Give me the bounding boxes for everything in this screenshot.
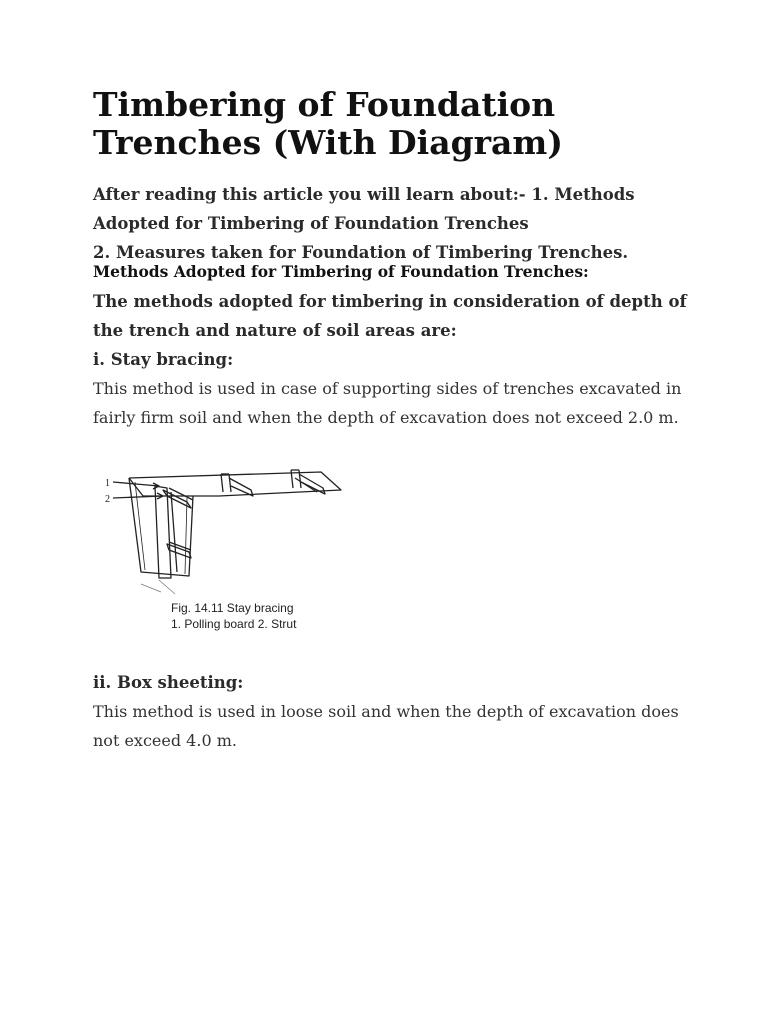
figure-legend: 1. Polling board 2. Strut <box>171 617 297 631</box>
method-title-stay-bracing: i. Stay bracing: <box>93 350 234 369</box>
page-title: Timbering of Foundation Trenches (With Diagram) <box>93 85 563 162</box>
label-1: 1 <box>105 478 110 489</box>
stay-bracing-diagram <box>101 452 371 602</box>
method-description-stay-bracing: This method is used in case of supporting sides of trenches excavated in fairly firm soil and when the depth of excavation does not exceed 2.0 m. <box>93 379 682 427</box>
stay-bracing-figure <box>101 452 371 652</box>
figure-caption: Fig. 14.11 Stay bracing <box>171 601 294 615</box>
method-title-box-sheeting: ii. Box sheeting: <box>93 673 244 692</box>
intro-text: After reading this article you will learn about:- 1. Methods Adopted for Timbering of Foundation Trenches <box>93 185 635 233</box>
box-sheeting-section <box>93 668 693 755</box>
label-2: 2 <box>105 494 110 505</box>
intro-text-continued: 2. Measures taken for Foundation of Timbering Trenches. <box>93 243 629 262</box>
section-intro: The methods adopted for timbering in consideration of depth of the trench and nature of soil areas are: <box>93 292 687 340</box>
section-heading: Methods Adopted for Timbering of Foundation Trenches: <box>93 262 589 281</box>
method-description-box-sheeting: This method is used in loose soil and when the depth of excavation does not exceed 4.0 m. <box>93 702 679 750</box>
article <box>93 86 693 755</box>
